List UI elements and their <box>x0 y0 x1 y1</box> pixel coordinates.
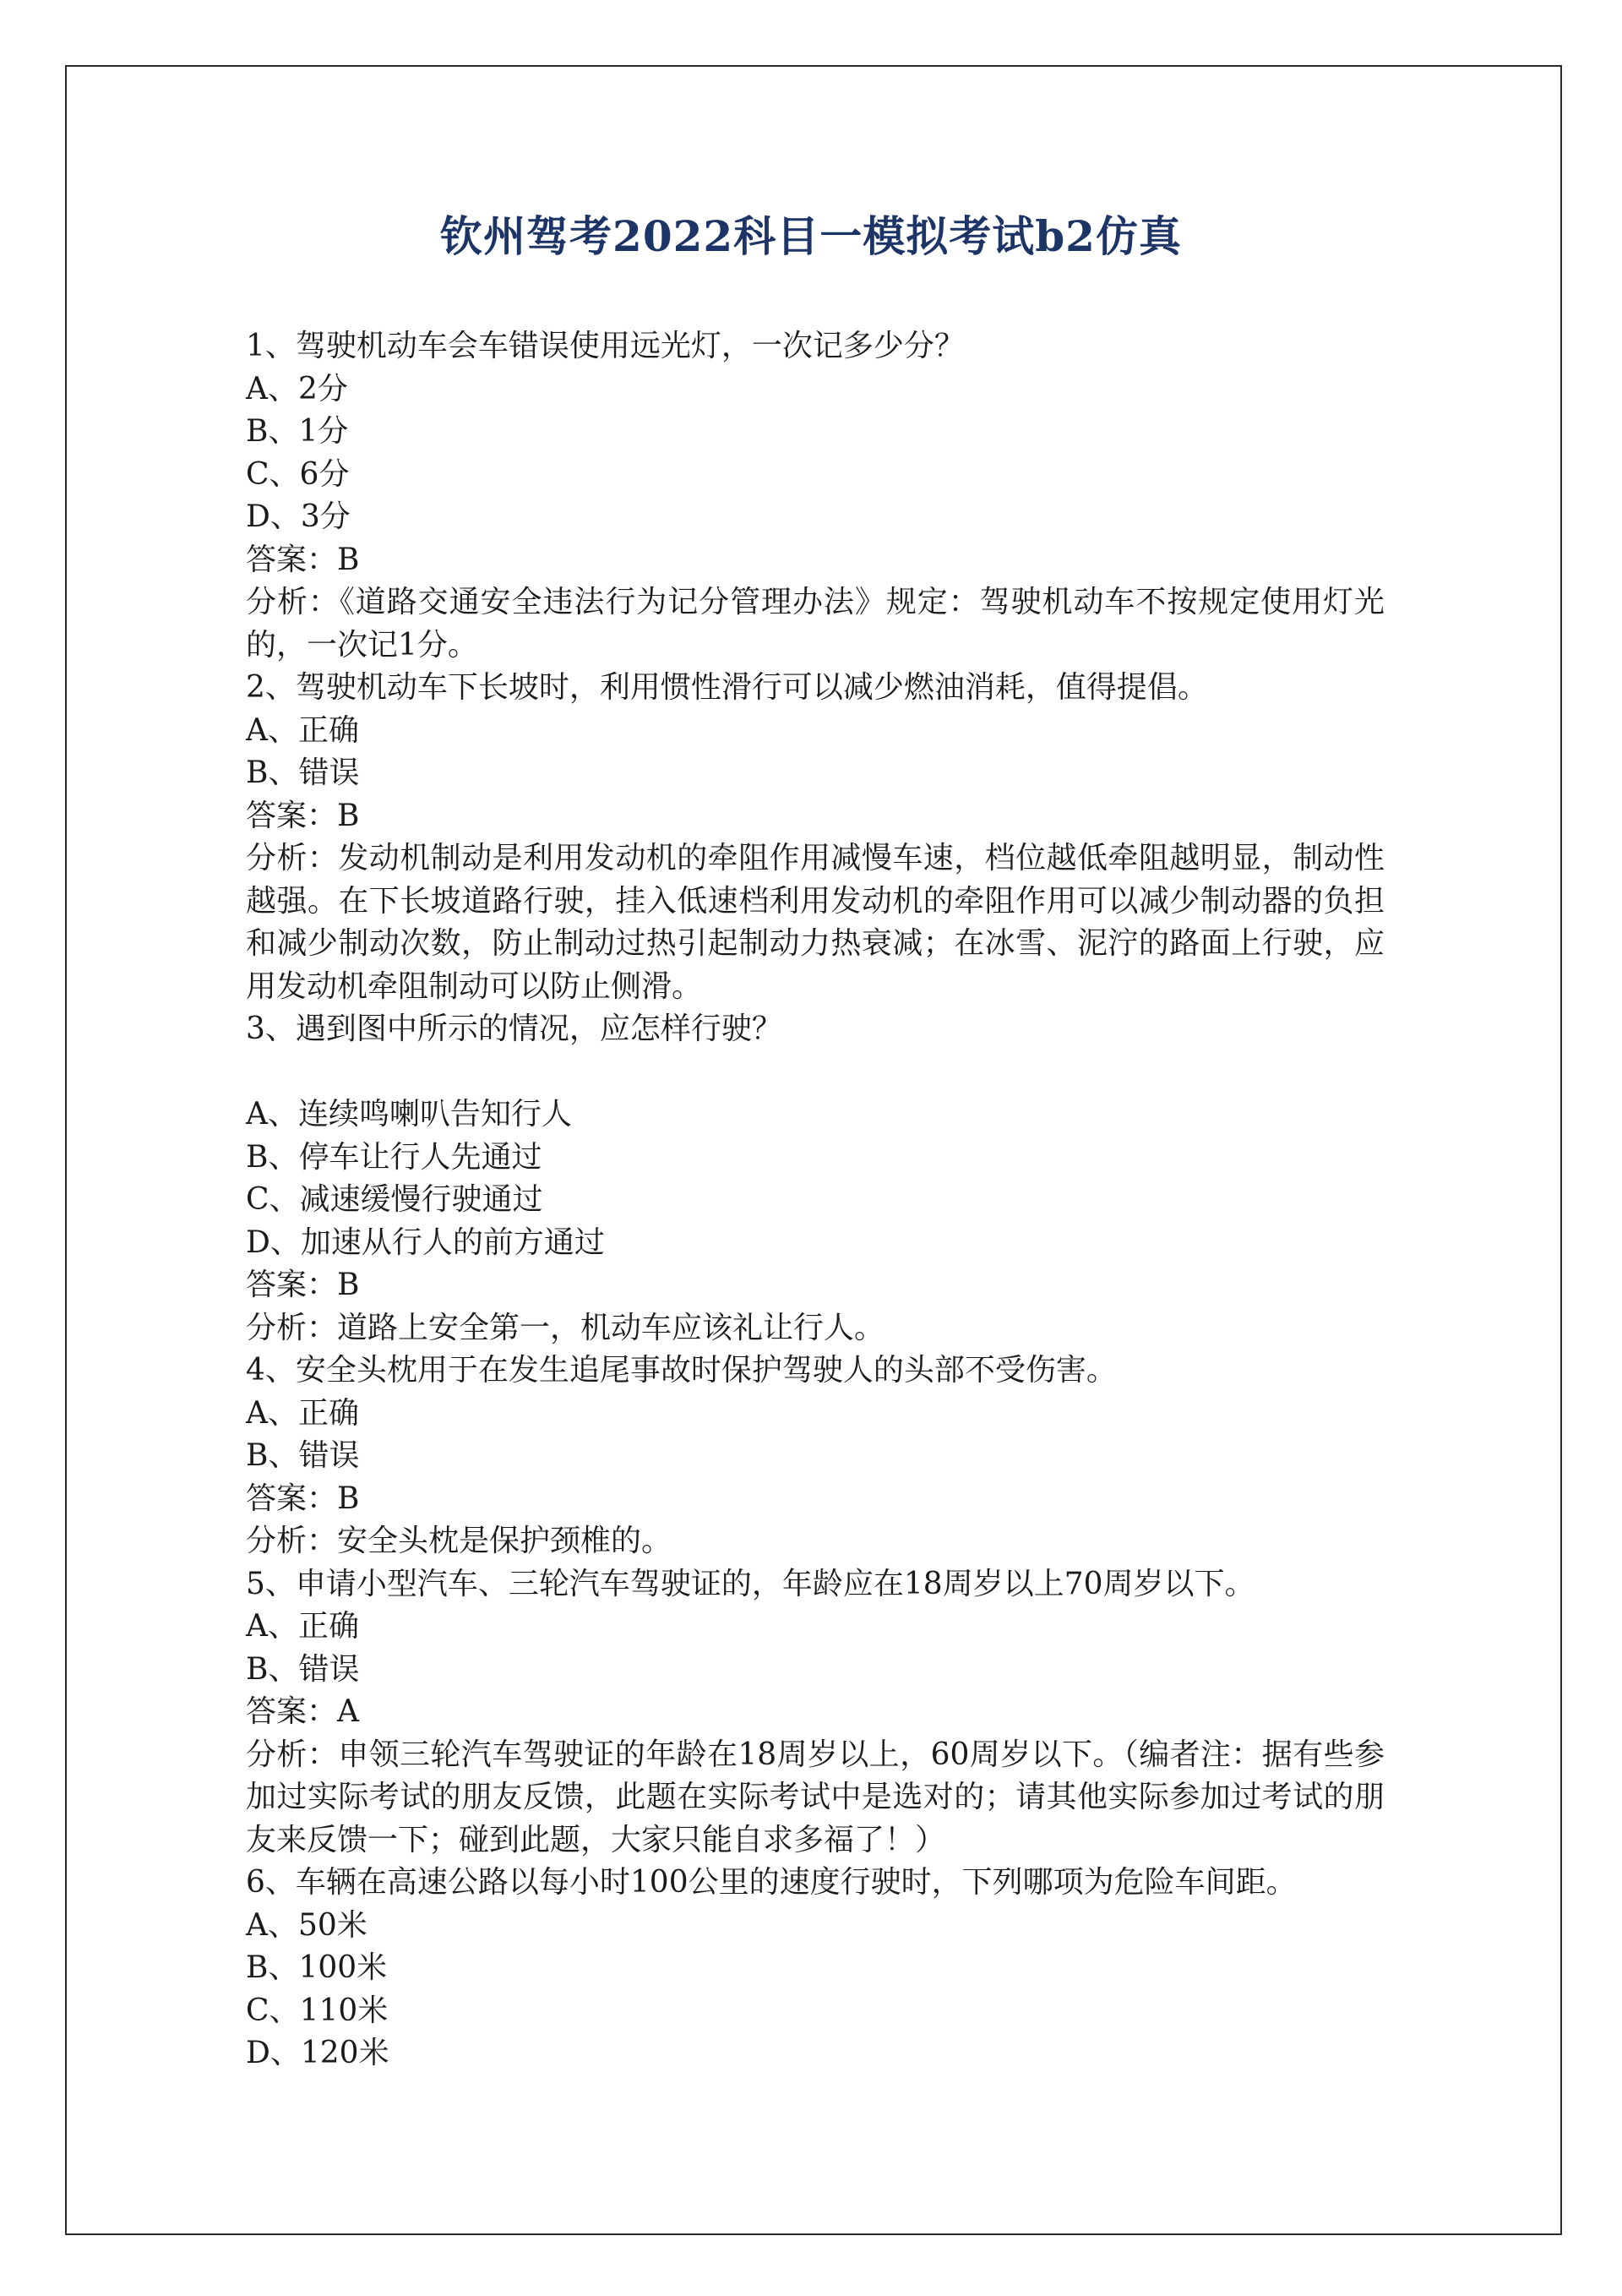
option-a: A、50米 <box>246 1907 367 1943</box>
option-a: A、正确 <box>246 712 359 748</box>
option-a: A、2分 <box>246 371 348 406</box>
analysis-text: 分析：安全头枕是保护颈椎的。 <box>246 1524 672 1558</box>
option-d: D、加速从行人的前方通过 <box>246 1224 605 1260</box>
question-text: 5、申请小型汽车、三轮汽车驾驶证的，年龄应在18周岁以上70周岁以下。 <box>246 1566 1255 1601</box>
option-d: D、120米 <box>246 2036 389 2070</box>
analysis-text: 分析：《道路交通安全违法行为记分管理办法》规定：驾驶机动车不按规定使用灯光的，一次记1分。 <box>246 585 1385 663</box>
question-text: 3、遇到图中所示的情况，应怎样行驶？ <box>246 1012 782 1046</box>
question-block <box>246 667 1385 1008</box>
question-block <box>246 325 1385 667</box>
option-b: B、停车让行人先通过 <box>246 1139 542 1175</box>
analysis-text: 分析：申领三轮汽车驾驶证的年龄在18周岁以上，60周岁以下。（编者注：据有些参加过实际考试的朋友反馈，此题在实际考试中是选对的；请其他实际参加过考试的朋友来反馈一下；碰到此题，大家只能自求多福了！） <box>246 1737 1385 1857</box>
answer-text: 答案：B <box>246 542 360 577</box>
missing-image-space <box>246 1051 1385 1094</box>
option-c: C、110米 <box>246 1993 389 2028</box>
option-b: B、错误 <box>246 1438 360 1473</box>
option-c: C、6分 <box>246 456 350 492</box>
option-c: C、减速缓慢行驶通过 <box>246 1182 543 1217</box>
document-title: 钦州驾考2022科目一模拟考试b2仿真 <box>440 211 1182 261</box>
option-d: D、3分 <box>246 499 351 534</box>
answer-text: 答案：B <box>246 1268 360 1302</box>
question-list <box>246 325 1385 2075</box>
option-b: B、1分 <box>246 414 349 449</box>
option-a: A、正确 <box>246 1609 359 1644</box>
answer-text: 答案：B <box>246 798 360 833</box>
analysis-text: 分析：发动机制动是利用发动机的牵阻作用减慢车速，档位越低牵阻越明显，制动性越强。在下长坡道路行驶，挂入低速档利用发动机的牵阻作用可以减少制动器的负担和减少制动次数，防止制动过热引起制动力热衰减；在冰雪、泥泞的路面上行驶，应用发动机牵阻制动可以防止侧滑。 <box>246 841 1385 1004</box>
question-block <box>246 1862 1385 2075</box>
question-text: 2、驾驶机动车下长坡时，利用惯性滑行可以减少燃油消耗，值得提倡。 <box>246 670 1208 705</box>
option-b: B、错误 <box>246 755 360 790</box>
option-b: B、100米 <box>246 1950 388 1985</box>
question-text: 6、车辆在高速公路以每小时100公里的速度行驶时，下列哪项为危险车间距。 <box>246 1865 1297 1900</box>
option-a: A、连续鸣喇叭告知行人 <box>246 1097 572 1132</box>
question-text: 4、安全头枕用于在发生追尾事故时保护驾驶人的头部不受伤害。 <box>246 1353 1117 1388</box>
answer-text: 答案：B <box>246 1481 360 1516</box>
answer-text: 答案：A <box>246 1694 359 1729</box>
analysis-text: 分析：道路上安全第一，机动车应该礼让行人。 <box>246 1310 885 1345</box>
question-block <box>246 1008 1385 1350</box>
question-block <box>246 1563 1385 1862</box>
option-a: A、正确 <box>246 1395 359 1431</box>
option-b: B、错误 <box>246 1651 360 1687</box>
question-block <box>246 1350 1385 1563</box>
question-text: 1、驾驶机动车会车错误使用远光灯，一次记多少分？ <box>246 329 965 363</box>
